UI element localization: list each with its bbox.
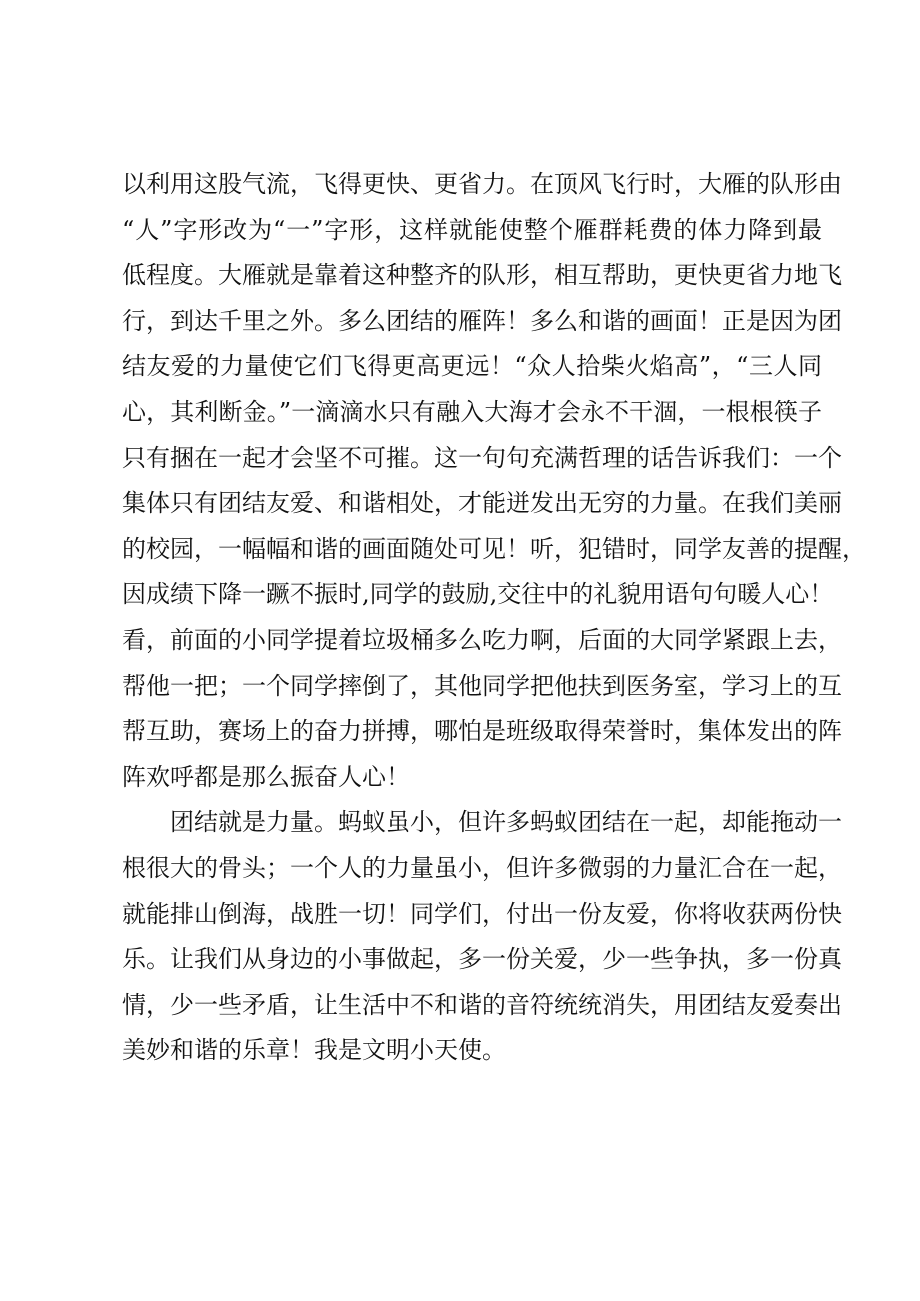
- document-body: [122, 162, 866, 1074]
- text-line: 美妙和谐的乐章！我是文明小天使。: [122, 1036, 506, 1065]
- text-line: 只有捆在一起才会坚不可摧。这一句句充满哲理的话告诉我们：一个: [122, 443, 842, 472]
- text-line: “人”字形改为“一”字形，这样就能使整个雁群耗费的体力降到最: [122, 215, 822, 244]
- text-line: 帮互助，赛场上的奋力拼搏，哪怕是班级取得荣誉时，集体发出的阵: [122, 717, 842, 746]
- paragraph-2: [122, 800, 842, 1074]
- text-line: 团结就是力量。蚂蚁虽小，但许多蚂蚁团结在一起，却能拖动一: [170, 808, 842, 837]
- text-line: 行，到达千里之外。多么团结的雁阵！多么和谐的画面！正是因为团: [122, 306, 842, 335]
- text-line: 集体只有团结友爱、和谐相处，才能迸发出无穷的力量。在我们美丽: [122, 489, 842, 518]
- text-line: 看，前面的小同学提着垃圾桶多么吃力啊，后面的大同学紧跟上去，: [122, 625, 842, 654]
- text-line: 就能排山倒海，战胜一切！同学们，付出一份友爱，你将收获两份快: [122, 899, 842, 928]
- text-line: 情，少一些矛盾，让生活中不和谐的音符统统消失，用团结友爱奏出: [122, 990, 842, 1019]
- text-line: 阵欢呼都是那么振奋人心！: [122, 762, 410, 791]
- paragraph-1: [122, 162, 866, 800]
- text-line: 的校园，一幅幅和谐的画面随处可见！听，犯错时，同学友善的提醒，: [122, 534, 866, 563]
- text-line: 结友爱的力量使它们飞得更高更远！“众人拾柴火焰高”，“三人同: [122, 352, 822, 381]
- text-line: 帮他一把；一个同学摔倒了，其他同学把他扶到医务室，学习上的互: [122, 671, 842, 700]
- text-line: 乐。让我们从身边的小事做起，多一份关爱，少一些争执，多一份真: [122, 945, 842, 974]
- text-line: 心，其利断金。”一滴滴水只有融入大海才会永不干涸，一根根筷子: [122, 397, 822, 426]
- text-line: 低程度。大雁就是靠着这种整齐的队形，相互帮助，更快更省力地飞: [122, 261, 842, 290]
- text-line: 根很大的骨头；一个人的力量虽小，但许多微弱的力量汇合在一起，: [122, 853, 842, 882]
- text-line: 因成绩下降一蹶不振时,同学的鼓励,交往中的礼貌用语句句暖人心！: [122, 580, 834, 609]
- text-line: 以利用这股气流，飞得更快、更省力。在顶风飞行时，大雁的队形由: [122, 170, 842, 198]
